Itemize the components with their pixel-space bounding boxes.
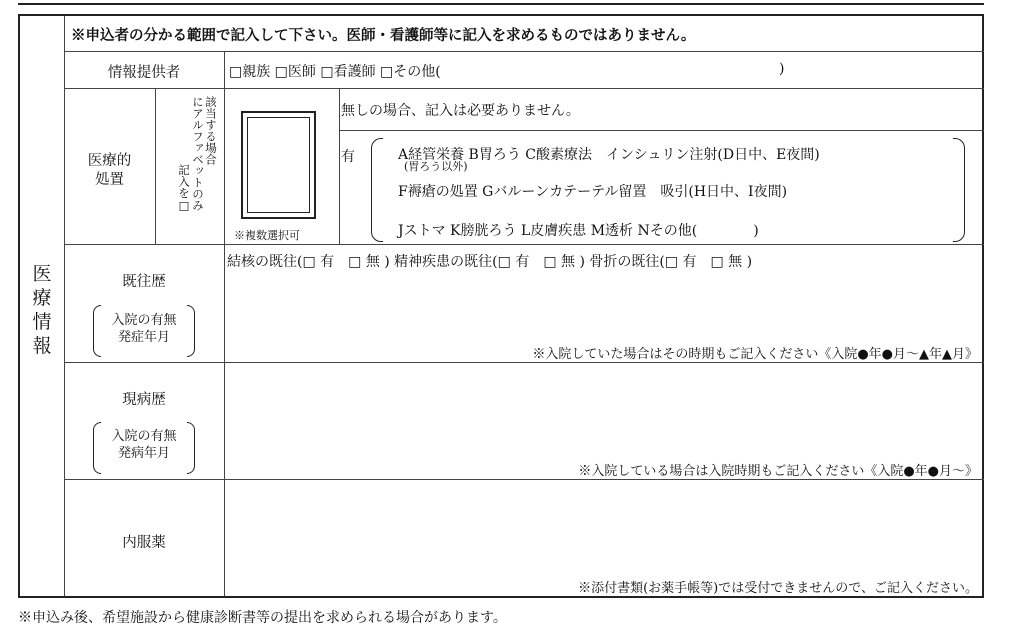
provider-options[interactable]: □親族 □医師 □看護師 □その他( [229, 64, 441, 80]
medication-label: 内服薬 [122, 535, 166, 551]
history-label: 既往歴 [122, 274, 166, 290]
treatment-label-2: 処置 [95, 172, 124, 188]
form-notice: ※申込者の分かる範囲で記入して下さい。医師・看護師等に記入を求めるものではありません。 [64, 16, 984, 52]
history-label-cell [64, 245, 224, 363]
current-label: 現病歴 [122, 392, 166, 408]
treatment-multi-note: ※複数選択可 [234, 229, 300, 242]
current-note: ※入院している場合は入院時期もご記入ください《入院●年●月～》 [578, 464, 978, 479]
footer-note: ※申込み後、希望施設から健康診断書等の提出を求められる場合があります。 [18, 610, 507, 626]
side-label: 医療情報 [32, 263, 52, 357]
provider-close-paren: ) [779, 61, 785, 77]
treatment-yes-label: 有 [341, 149, 355, 165]
treatment-none-text: 無しの場合、記入は必要ありません。 [341, 103, 580, 119]
treatment-answer-box[interactable] [241, 111, 316, 219]
top-rule [18, 3, 984, 5]
current-sub-2: 発病年月 [117, 446, 170, 461]
current-label-cell [64, 363, 224, 480]
treatment-line-1-sub: (胃ろう以外) [404, 160, 468, 173]
treatment-line-1: A経管栄養 B胃ろう C酸素療法 インシュリン注射(D日中、E夜間) [398, 147, 820, 163]
treatment-vertical-note-1: 該当する場合 [204, 96, 218, 165]
treatment-answer-box-inner [247, 117, 310, 213]
history-note: ※入院していた場合はその時期もご記入ください《入院●年●月～▲年▲月》 [532, 347, 978, 362]
treatment-line-2: F褥瘡の処置 Gバルーンカテーテル留置 吸引(H日中、I夜間) [398, 184, 788, 200]
treatment-vertical-note-3: 記入を□ [177, 164, 191, 213]
treatment-line-3: Jストマ K膀胱ろう L皮膚疾患 M透析 Nその他( ) [398, 223, 759, 239]
current-sub-1: 入院の有無 [111, 429, 177, 444]
history-questions[interactable]: 結核の既往(□ 有 □ 無 ) 精神疾患の既往(□ 有 □ 無 ) 骨折の既往(□ 有 □ 無 ) [227, 254, 753, 270]
provider-label: 情報提供者 [107, 65, 181, 81]
treatment-paren-right [953, 138, 965, 242]
treatment-vertical-note-2: にアルファベットのみ [191, 96, 205, 211]
treatment-label-1: 医療的 [87, 153, 132, 169]
medication-note: ※添付書類(お薬手帳等)では受付できませんので、ご記入ください。 [578, 581, 978, 596]
side-column [20, 16, 64, 596]
history-sub-2: 発症年月 [117, 330, 170, 345]
history-sub-1: 入院の有無 [111, 313, 177, 328]
treatment-paren-left [371, 138, 383, 242]
medical-info-form [18, 14, 984, 598]
